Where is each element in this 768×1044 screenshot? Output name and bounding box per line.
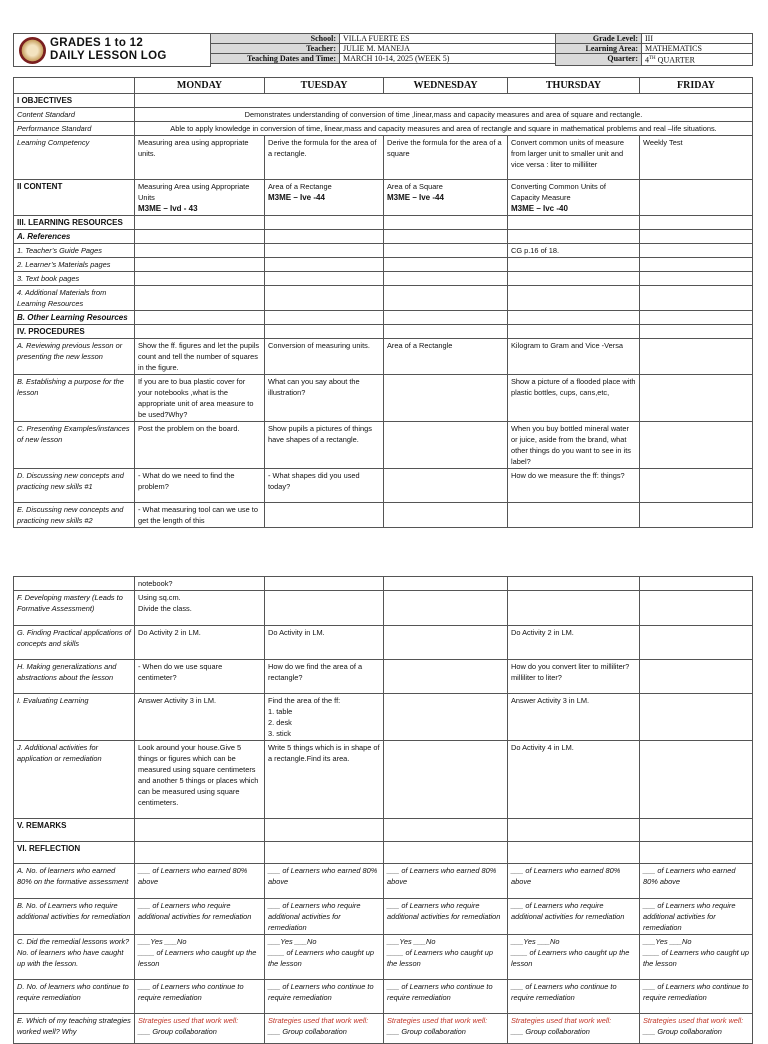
empty-cell — [265, 842, 384, 864]
empty-cell — [135, 819, 265, 842]
references-label: A. References — [14, 230, 135, 244]
corner-cell — [14, 78, 135, 94]
empty-cell — [640, 286, 753, 311]
reflection-b-friday: ___ of Learners who require additional activities for remediation — [640, 899, 753, 935]
reflection-b-wednesday: ___ of Learners who require additional activities for remediation — [384, 899, 508, 935]
procedure-a-thursday: Kilogram to Gram and Vice -Versa — [508, 339, 640, 375]
strategy-item: ___ Group collaboration — [268, 1027, 347, 1036]
school-value: VILLA FUERTE ES — [340, 34, 556, 44]
reflection-c-monday — [135, 935, 265, 980]
empty-cell — [384, 819, 508, 842]
empty-cell — [265, 819, 384, 842]
reflection-e-thursday — [508, 1014, 640, 1044]
teachers-guide-label: 1. Teacher’s Guide Pages — [14, 244, 135, 258]
reflection-e-wednesday — [384, 1014, 508, 1044]
reflection-a-monday: ___ of Learners who earned 80% above — [135, 864, 265, 899]
reflection-b-tuesday: ___ of Learners who require additional activities for remediation — [265, 899, 384, 935]
procedure-b-monday: If you are to bua plastic cover for your notebooks ,what is the appropriate unit of area measure to be used?Why? — [135, 375, 265, 422]
reflection-a-label: A. No. of learners who earned 80% on the formative assessment — [14, 864, 135, 899]
performance-standard-label: Performance Standard — [14, 122, 135, 136]
procedure-c-wednesday — [384, 422, 508, 469]
strategies-heading: Strategies used that work well: — [387, 1016, 488, 1025]
yes-no: ___Yes ___No — [138, 937, 187, 946]
procedure-f-label: F. Developing mastery (Leads to Formative Assessment) — [14, 591, 135, 626]
dates-value: MARCH 10-14, 2025 (WEEK 5) — [340, 54, 556, 64]
teacher-label: Teacher: — [211, 44, 340, 54]
strategies-heading: Strategies used that work well: — [643, 1016, 744, 1025]
procedure-j-wednesday — [384, 741, 508, 819]
empty-cell — [135, 230, 265, 244]
procedure-j-label: J. Additional activities for application or remediation — [14, 741, 135, 819]
reflection-c-thursday — [508, 935, 640, 980]
quarter-superscript: TH — [649, 56, 656, 61]
procedure-c-tuesday: Show pupils a pictures of things have shapes of a rectangle. — [265, 422, 384, 469]
day-wednesday: WEDNESDAY — [384, 78, 508, 94]
quarter-label: Quarter: — [556, 54, 642, 66]
procedure-a-friday — [640, 339, 753, 375]
reflection-d-wednesday: ___ of Learners who continue to require remediation — [384, 980, 508, 1014]
learners-materials-label: 2. Learner’s Materials pages — [14, 258, 135, 272]
reflection-c-label: C. Did the remedial lessons work? No. of learners who have caught up with the lesson. — [14, 935, 135, 980]
reflection-e-friday — [640, 1014, 753, 1044]
strategies-heading: Strategies used that work well: — [268, 1016, 369, 1025]
procedure-h-monday: - When do we use square centimeter? — [135, 660, 265, 694]
area-label: Learning Area: — [556, 44, 642, 54]
empty-cell — [384, 577, 508, 591]
procedures-heading: IV. PROCEDURES — [14, 325, 135, 339]
procedure-a-tuesday: Conversion of measuring units. — [265, 339, 384, 375]
content-wednesday — [384, 180, 508, 216]
reflection-c-friday — [640, 935, 753, 980]
procedure-c-monday: Post the problem on the board. — [135, 422, 265, 469]
content-thursday — [508, 180, 640, 216]
empty-cell — [508, 577, 640, 591]
procedure-c-thursday: When you buy bottled mineral water or juice, aside from the brand, what other things do you want to see in its label? — [508, 422, 640, 469]
procedure-e-thursday — [508, 503, 640, 528]
empty-cell — [640, 819, 753, 842]
yes-no: ___Yes ___No — [511, 937, 560, 946]
procedure-c-friday — [640, 422, 753, 469]
procedure-h-friday — [640, 660, 753, 694]
procedure-a-wednesday: Area of a Rectangle — [384, 339, 508, 375]
empty-cell — [384, 311, 508, 325]
empty-cell — [135, 244, 265, 258]
empty-cell — [508, 842, 640, 864]
competency-code: M3ME – Ive -44 — [268, 193, 325, 202]
resources-heading: III. LEARNING RESOURCES — [14, 216, 135, 230]
line: Find the area of the ff: — [268, 696, 341, 705]
objectives-heading: I OBJECTIVES — [14, 94, 135, 108]
yes-no: ___Yes ___No — [268, 937, 317, 946]
reflection-d-tuesday: ___ of Learners who continue to require remediation — [265, 980, 384, 1014]
yes-no: ___Yes ___No — [643, 937, 692, 946]
yes-no: ___Yes ___No — [387, 937, 436, 946]
strategies-heading: Strategies used that work well: — [138, 1016, 239, 1025]
procedure-e-label: E. Discussing new concepts and practicing new skills #2 — [14, 503, 135, 528]
caught-up: ____ of Learners who caught up the lesson — [138, 948, 257, 968]
competency-label: Learning Competency — [14, 136, 135, 180]
procedure-c-label: C. Presenting Examples/instances of new lesson — [14, 422, 135, 469]
day-friday: FRIDAY — [640, 78, 753, 94]
empty-cell — [14, 577, 135, 591]
teachers-guide-thursday: CG p.16 of 18. — [508, 244, 640, 258]
procedure-g-monday: Do Activity 2 in LM. — [135, 626, 265, 660]
empty-cell — [640, 842, 753, 864]
empty-cell — [640, 591, 753, 626]
empty-cell — [640, 216, 753, 230]
days-header-row — [14, 78, 753, 94]
empty-cell — [508, 325, 640, 339]
day-tuesday: TUESDAY — [265, 78, 384, 94]
strategies-heading: Strategies used that work well: — [511, 1016, 612, 1025]
procedure-e-monday-continued: notebook? — [135, 577, 265, 591]
procedure-j-friday — [640, 741, 753, 819]
procedure-h-label: H. Making generalizations and abstractions about the lesson — [14, 660, 135, 694]
line: 1. table — [268, 707, 293, 716]
grade-label: Grade Level: — [556, 34, 642, 44]
strategy-item: ___ Group collaboration — [138, 1027, 217, 1036]
strategy-item: ___ Group collaboration — [643, 1027, 722, 1036]
class-info-table — [555, 33, 753, 66]
dates-label: Teaching Dates and Time: — [211, 54, 340, 64]
reflection-d-friday: ___ of Learners who continue to require remediation — [640, 980, 753, 1014]
school-label: School: — [211, 34, 340, 44]
reflection-a-tuesday: ___ of Learners who earned 80% above — [265, 864, 384, 899]
content-standard-label: Content Standard — [14, 108, 135, 122]
quarter-number: 4 — [645, 55, 649, 65]
other-resources-label: B. Other Learning Resources — [14, 311, 135, 325]
procedure-j-tuesday: Write 5 things which is in shape of a rectangle.Find its area. — [265, 741, 384, 819]
quarter-word: QUARTER — [655, 55, 695, 65]
line: 2. desk — [268, 718, 292, 727]
caught-up: ____ of Learners who caught up the lesson — [511, 948, 630, 968]
empty-cell — [640, 325, 753, 339]
empty-cell — [508, 591, 640, 626]
reflection-a-wednesday: ___ of Learners who earned 80% above — [384, 864, 508, 899]
empty-cell — [640, 577, 753, 591]
reflection-e-monday — [135, 1014, 265, 1044]
empty-cell — [384, 325, 508, 339]
caught-up: ____ of Learners who caught up the lesson — [643, 948, 750, 968]
reflection-e-tuesday — [265, 1014, 384, 1044]
procedure-g-friday — [640, 626, 753, 660]
school-info-table — [210, 33, 556, 64]
procedure-d-label: D. Discussing new concepts and practicing new skills #1 — [14, 469, 135, 503]
competency-code: M3ME – Ivc -40 — [511, 204, 568, 213]
performance-standard-text: Able to apply knowledge in conversion of time, linear,mass and capacity measures and area of rectangle and square in mathematical problems and real –life situations. — [135, 122, 753, 136]
reflection-a-friday: ___ of Learners who earned 80% above — [640, 864, 753, 899]
empty-cell — [135, 94, 753, 108]
day-monday: MONDAY — [135, 78, 265, 94]
procedure-e-friday — [640, 503, 753, 528]
grade-value: III — [642, 34, 753, 44]
empty-cell — [265, 272, 384, 286]
competency-thursday: Convert common units of measure from larger unit to smaller unit and vice versa : liter to milliliter — [508, 136, 640, 180]
content-friday — [640, 180, 753, 216]
procedure-e-tuesday — [265, 503, 384, 528]
reflection-heading: VI. REFLECTION — [14, 842, 135, 864]
title-line-1: GRADES 1 to 12 — [50, 37, 144, 49]
reflection-d-monday: ___ of Learners who continue to require remediation — [135, 980, 265, 1014]
empty-cell — [265, 258, 384, 272]
empty-cell — [135, 311, 265, 325]
line: 3. stick — [268, 729, 291, 738]
empty-cell — [135, 258, 265, 272]
competency-code: M3ME – Ivd - 43 — [138, 204, 198, 213]
empty-cell — [640, 244, 753, 258]
procedure-h-tuesday: How do we find the area of a rectangle? — [265, 660, 384, 694]
caught-up: ____ of Learners who caught up the lesson — [268, 948, 375, 968]
procedure-i-monday: Answer Activity 3 in LM. — [135, 694, 265, 741]
procedure-g-label: G. Finding Practical applications of concepts and skills — [14, 626, 135, 660]
empty-cell — [135, 286, 265, 311]
empty-cell — [508, 230, 640, 244]
empty-cell — [508, 258, 640, 272]
lesson-log-header — [13, 33, 752, 67]
teacher-value: JULIE M. MANEJA — [340, 44, 556, 54]
empty-cell — [135, 842, 265, 864]
empty-cell — [135, 216, 265, 230]
topic: Measuring Area using Appropriate Units — [138, 182, 250, 202]
empty-cell — [508, 216, 640, 230]
empty-cell — [265, 244, 384, 258]
procedure-i-label: I. Evaluating Learning — [14, 694, 135, 741]
lesson-table-page-2 — [13, 576, 752, 1044]
empty-cell — [135, 272, 265, 286]
empty-cell — [384, 244, 508, 258]
competency-friday: Weekly Test — [640, 136, 753, 180]
topic: Converting Common Units of Capacity Measure — [511, 182, 606, 202]
empty-cell — [640, 272, 753, 286]
procedure-g-wednesday — [384, 626, 508, 660]
lesson-table-page-1 — [13, 77, 752, 528]
procedure-e-wednesday — [384, 503, 508, 528]
reflection-c-tuesday — [265, 935, 384, 980]
additional-materials-label: 4. Additional Materials from Learning Resources — [14, 286, 135, 311]
empty-cell — [265, 230, 384, 244]
empty-cell — [384, 842, 508, 864]
procedure-i-friday — [640, 694, 753, 741]
empty-cell — [265, 286, 384, 311]
procedure-d-thursday: How do we measure the ff: things? — [508, 469, 640, 503]
empty-cell — [508, 272, 640, 286]
procedure-a-label: A. Reviewing previous lesson or presenting the new lesson — [14, 339, 135, 375]
empty-cell — [384, 286, 508, 311]
content-monday — [135, 180, 265, 216]
caught-up: ____ of Learners who caught up the lesson — [387, 948, 494, 968]
strategy-item: ___ Group collaboration — [387, 1027, 466, 1036]
reflection-a-thursday: ___ of Learners who earned 80% above — [508, 864, 640, 899]
empty-cell — [135, 325, 265, 339]
strategy-item: ___ Group collaboration — [511, 1027, 590, 1036]
procedure-e-monday: - What measuring tool can we use to get the length of this — [135, 503, 265, 528]
procedure-d-friday — [640, 469, 753, 503]
empty-cell — [265, 325, 384, 339]
area-value: MATHEMATICS — [642, 44, 753, 54]
content-heading: II CONTENT — [14, 180, 135, 216]
competency-code: M3ME – Ive -44 — [387, 193, 444, 202]
content-standard-text: Demonstrates understanding of conversion of time ,linear,mass and capacity measures and area of square and rectangle. — [135, 108, 753, 122]
empty-cell — [508, 286, 640, 311]
empty-cell — [384, 272, 508, 286]
empty-cell — [640, 230, 753, 244]
empty-cell — [265, 311, 384, 325]
procedure-d-tuesday: - What shapes did you used today? — [265, 469, 384, 503]
reflection-b-monday: ___ of Learners who require additional activities for remediation — [135, 899, 265, 935]
empty-cell — [384, 591, 508, 626]
competency-monday: Measuring area using appropriate units. — [135, 136, 265, 180]
procedure-b-friday — [640, 375, 753, 422]
reflection-e-label: E. Which of my teaching strategies worked well? Why — [14, 1014, 135, 1044]
empty-cell — [265, 216, 384, 230]
procedure-g-tuesday: Do Activity in LM. — [265, 626, 384, 660]
empty-cell — [265, 591, 384, 626]
topic: Area of a Rectange — [268, 182, 332, 191]
procedure-i-tuesday — [265, 694, 384, 741]
procedure-d-monday: - What do we need to find the problem? — [135, 469, 265, 503]
form-title — [50, 37, 167, 63]
empty-cell — [508, 819, 640, 842]
competency-tuesday: Derive the formula for the area of a rectangle. — [265, 136, 384, 180]
textbook-label: 3. Text book pages — [14, 272, 135, 286]
reflection-b-thursday: ___ of Learners who require additional activities for remediation — [508, 899, 640, 935]
deped-seal-logo — [19, 37, 46, 64]
empty-cell — [384, 216, 508, 230]
empty-cell — [640, 258, 753, 272]
procedure-h-wednesday — [384, 660, 508, 694]
procedure-f-monday — [135, 591, 265, 626]
procedure-j-monday: Look around your house.Give 5 things or figures which can be measured using square centimeters and another 5 things or places which can be measured using square centimeters. — [135, 741, 265, 819]
reflection-c-wednesday — [384, 935, 508, 980]
line: Using sq.cm. — [138, 593, 181, 602]
procedure-j-thursday: Do Activity 4 in LM. — [508, 741, 640, 819]
procedure-b-tuesday: What can you say about the illustration? — [265, 375, 384, 422]
procedure-b-wednesday — [384, 375, 508, 422]
procedure-b-label: B. Establishing a purpose for the lesson — [14, 375, 135, 422]
empty-cell — [265, 577, 384, 591]
title-box — [13, 33, 211, 67]
competency-wednesday: Derive the formula for the area of a square — [384, 136, 508, 180]
procedure-d-wednesday — [384, 469, 508, 503]
dll-table-2 — [13, 576, 753, 1044]
procedure-g-thursday: Do Activity 2 in LM. — [508, 626, 640, 660]
procedure-b-thursday: Show a picture of a flooded place with plastic bottles, cups, cans,etc, — [508, 375, 640, 422]
procedure-i-wednesday — [384, 694, 508, 741]
quarter-value — [642, 54, 753, 66]
reflection-d-thursday: ___ of Learners who continue to require remediation — [508, 980, 640, 1014]
reflection-d-label: D. No. of learners who continue to require remediation — [14, 980, 135, 1014]
topic: Area of a Square — [387, 182, 443, 191]
empty-cell — [384, 258, 508, 272]
procedure-a-monday: Show the ff. figures and let the pupils count and tell the number of squares in the figure. — [135, 339, 265, 375]
reflection-b-label: B. No. of Learners who require additional activities for remediation — [14, 899, 135, 935]
dll-table-1 — [13, 77, 753, 528]
line: Divide the class. — [138, 604, 192, 613]
title-line-2: DAILY LESSON LOG — [50, 50, 167, 62]
day-thursday: THURSDAY — [508, 78, 640, 94]
empty-cell — [508, 311, 640, 325]
empty-cell — [384, 230, 508, 244]
procedure-h-thursday: How do you convert liter to milliliter?milliliter to liter? — [508, 660, 640, 694]
content-tuesday — [265, 180, 384, 216]
procedure-i-thursday: Answer Activity 3 in LM. — [508, 694, 640, 741]
empty-cell — [640, 311, 753, 325]
remarks-heading: V. REMARKS — [14, 819, 135, 842]
